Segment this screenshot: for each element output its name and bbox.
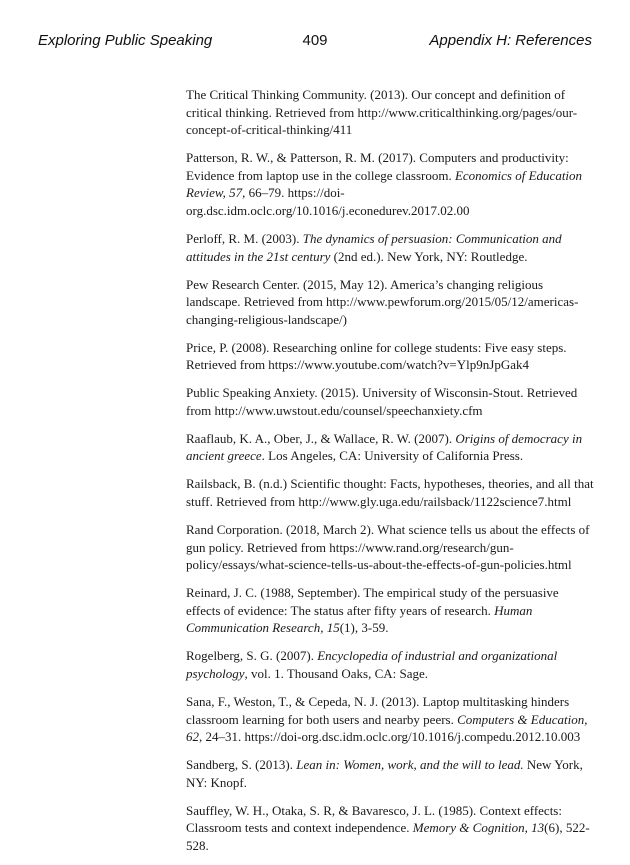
reference-entry [186, 384, 594, 419]
reference-entry [186, 230, 594, 265]
reference-italic-text: The dynamics of persuasion: Communication and attitudes in the 21st century [186, 230, 562, 264]
reference-italic-text: Computers & Education, 62 [186, 711, 588, 745]
reference-text: Rand Corporation. (2018, March 2). What science tells us about the effects of gun policy. Retrieved from https://www.rand.org/research/gun-policy/essays/what-science-tells-us-about-the-effects-of-gun-policies.html [186, 522, 590, 573]
reference-text: . Los Angeles, CA: University of California Press. [261, 448, 524, 464]
reference-italic-text: Economics of Education Review, 57, [186, 167, 583, 201]
reference-text: Sandberg, S. (2013). [186, 757, 297, 773]
reference-italic-text: Lean in: Women, work, and the will to lead. [296, 757, 524, 773]
reference-text: Sana, F., Weston, T., & Cepeda, N. J. (2013). Laptop multitasking hinders classroom learning for both users and nearby peers. [186, 693, 570, 727]
book-title: Exploring Public Speaking [38, 32, 213, 49]
section-title: Appendix H: References [429, 32, 592, 49]
reference-italic-text: Memory & Cognition, 13 [412, 820, 545, 836]
reference-entry [186, 693, 594, 746]
reference-entry [186, 430, 594, 465]
running-header [38, 32, 592, 54]
reference-entry [186, 276, 594, 329]
reference-entry [186, 584, 594, 637]
reference-entry [186, 149, 594, 219]
reference-text: Raaflaub, K. A., Ober, J., & Wallace, R. W. (2007). [186, 430, 456, 446]
reference-list [186, 86, 594, 865]
reference-text: The Critical Thinking Community. (2013). Our concept and definition of critical thinking. Retrieved from http://www.criticalthinking.org/pages/our-concept-of-critical-thinking/411 [186, 87, 578, 138]
reference-text: Sauffley, W. H., Otaka, S. R, & Bavaresco, J. L. (1985). Context effects: Classroom tests and context independence. [186, 802, 562, 836]
reference-text: Price, P. (2008). Researching online for college students: Five easy steps. Retrieved from https://www.youtube.com/watch?v=Ylp9nJpGak4 [186, 339, 567, 373]
reference-italic-text: Encyclopedia of industrial and organizational psychology [186, 648, 558, 681]
reference-italic-text: Origins of democracy in ancient greece [186, 430, 583, 464]
reference-italic-text: Human Communication Research, 15 [186, 602, 533, 636]
reference-text: (1), 3-59. [339, 620, 389, 636]
reference-text: Perloff, R. M. (2003). [186, 230, 303, 246]
reference-entry [186, 647, 594, 682]
reference-entry [186, 521, 594, 574]
reference-entry [186, 802, 594, 855]
reference-entry [186, 475, 594, 510]
reference-text: Patterson, R. W., & Patterson, R. M. (2017). Computers and productivity: Evidence from laptop use in the college classroom. [186, 150, 569, 183]
reference-text: 66–79. https://doi-org.dsc.idm.oclc.org/10.1016/j.econedurev.2017.02.00 [186, 185, 470, 218]
reference-text: Public Speaking Anxiety. (2015). University of Wisconsin-Stout. Retrieved from http://www.uwstout.edu/counsel/speechanxiety.cfm [186, 385, 578, 418]
reference-text: (6), 522-528. [186, 820, 590, 853]
reference-text: New York, NY: Knopf. [186, 757, 583, 790]
reference-text: , vol. 1. Thousand Oaks, CA: Sage. [244, 665, 429, 681]
page-number: 409 [302, 32, 328, 49]
reference-entry [186, 339, 594, 374]
reference-text: Reinard, J. C. (1988, September). The empirical study of the persuasive effects of evidence: The status after fifty years of research. [186, 585, 559, 618]
reference-text: Railsback, B. (n.d.) Scientific thought: Facts, hypotheses, theories, and all that stuff. Retrieved from http://www.gly.uga.edu/railsback/1122science7.html [186, 476, 594, 510]
reference-entry [186, 756, 594, 791]
reference-entry [186, 86, 594, 139]
reference-text: Pew Research Center. (2015, May 12). America’s changing religious landscape. Retrieved from http://www.pewforum.org/2015/05/12/americas-changing-religious-landscape/) [186, 276, 579, 327]
reference-text: (2nd ed.). New York, NY: Routledge. [330, 248, 528, 264]
reference-text: , 24–31. https://doi-org.dsc.idm.oclc.org/10.1016/j.compedu.2012.10.003 [199, 729, 581, 745]
reference-text: Rogelberg, S. G. (2007). [186, 648, 318, 664]
